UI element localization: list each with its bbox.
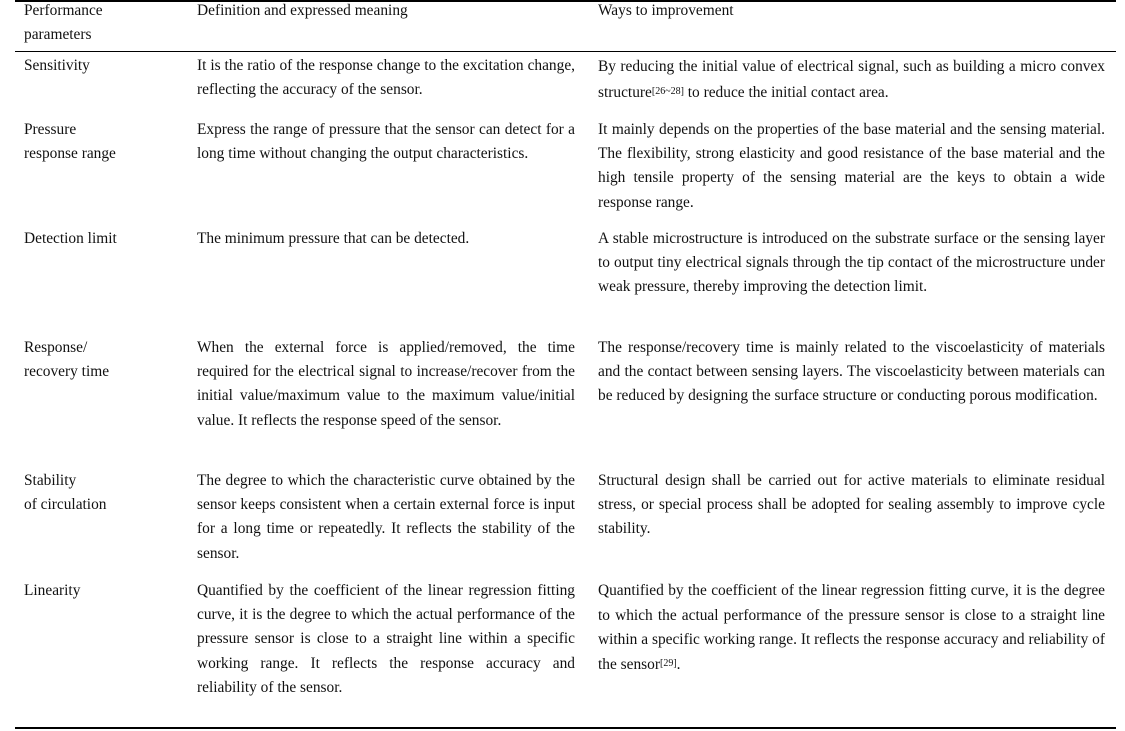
row-detection-limit-improvement: A stable microstructure is introduced on the substrate surface or the sensing layer to output tiny electrical signals through the tip contact of the microstructure under weak pressure, thereby improving the detection limit. <box>598 230 1105 296</box>
row-detection-limit-definition: The minimum pressure that can be detected. <box>197 230 470 247</box>
improvement-text: Quantified by the coefficient of the linear regression fitting curve, it is the degree to which the actual performance of the pressure sensor is close to a straight line within a specific working range. It reflects the response accuracy and reliability of the sensor <box>598 582 1105 673</box>
row-linearity-parameter <box>24 579 184 603</box>
parameter-line: Stability <box>24 472 77 489</box>
table-header-rule <box>15 51 1116 52</box>
parameter-line: Pressure <box>24 121 77 138</box>
improvement-text: By reducing the initial value of electrical signal, such as building a micro convex structure <box>598 58 1105 101</box>
parameter-line: Linearity <box>24 582 81 599</box>
header-definition: Definition and expressed meaning <box>197 2 408 19</box>
row-stability-parameter <box>24 469 184 517</box>
improvement-text-end: to reduce the initial contact area. <box>683 84 889 101</box>
table-bottom-rule <box>15 727 1116 729</box>
header-col1-line1: Performance <box>24 2 103 19</box>
row-response-time-definition: When the external force is applied/removed, the time required for the electrical signal to increase/recover from the initial value/maximum value to the maximum value/initial value. It reflects the response speed of the sensor. <box>197 339 575 429</box>
header-improvement: Ways to improvement <box>598 2 734 19</box>
row-sensitivity-improvement <box>598 54 1105 106</box>
row-sensitivity-parameter <box>24 54 184 78</box>
improvement-text-end: . <box>676 655 681 673</box>
row-pressure-range-parameter <box>24 118 184 166</box>
parameter-line: recovery time <box>24 363 110 381</box>
parameter-line: Sensitivity <box>24 57 90 74</box>
row-response-time-parameter <box>24 336 184 384</box>
row-sensitivity-definition: It is the ratio of the response change to the excitation change, reflecting the accuracy of the sensor. <box>197 57 575 99</box>
row-stability-improvement: Structural design shall be carried out for active materials to eliminate residual stress, or special process shall be adopted for sealing assembly to improve cycle stability. <box>598 472 1105 538</box>
row-pressure-range-definition: Express the range of pressure that the sensor can detect for a long time without changing the output characteristics. <box>197 121 575 163</box>
row-pressure-range-improvement: It mainly depends on the properties of the base material and the sensing material. The flexibility, strong elasticity and good resistance of the base material and the high tensile property of the sensing material are the keys to obtain a wide response range. <box>598 121 1105 211</box>
row-detection-limit-parameter <box>24 227 184 251</box>
row-linearity-definition: Quantified by the coefficient of the linear regression fitting curve, it is the degree to which the actual performance of the pressure sensor is close to a straight line within a specific working range. It reflects the response accuracy and reliability of the sensor. <box>197 582 575 696</box>
header-col1-line2: parameters <box>24 26 92 44</box>
row-response-time-improvement: The response/recovery time is mainly related to the viscoelasticity of materials and the contact between sensing layers. The viscoelasticity between materials can be reduced by designing the surface structure or conducting porous modification. <box>598 339 1105 405</box>
header-performance-parameters <box>24 0 184 47</box>
parameter-line: Detection limit <box>24 230 117 247</box>
parameter-line: response range <box>24 145 116 163</box>
parameter-line: of circulation <box>24 496 107 514</box>
row-stability-definition: The degree to which the characteristic curve obtained by the sensor keeps consistent when a certain external force is input for a long time or repeatedly. It reflects the stability of the sensor. <box>197 472 575 562</box>
row-linearity-improvement <box>598 579 1105 677</box>
citation: [29] <box>659 657 677 669</box>
parameter-line: Response/ <box>24 339 88 356</box>
citation: [26~28] <box>651 86 684 97</box>
